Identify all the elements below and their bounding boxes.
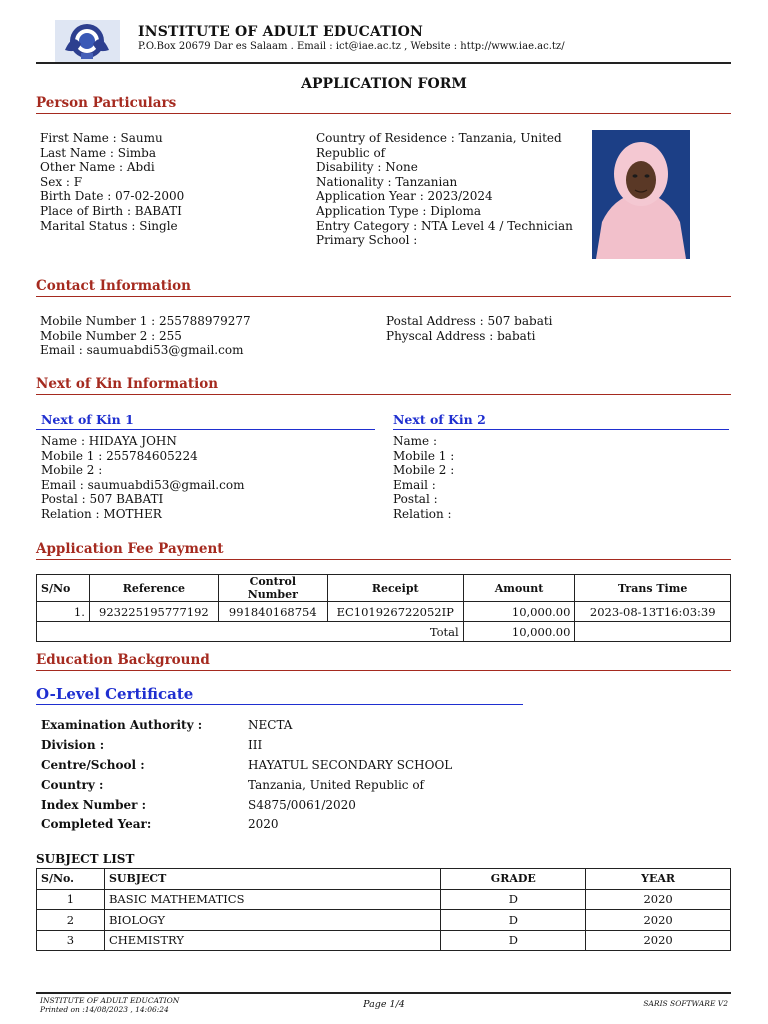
country-value: Tanzania, United Republic of [248, 778, 424, 792]
index-number-label: Index Number : [41, 798, 147, 812]
subject-sno: 2 [37, 910, 105, 931]
fee-amount: 10,000.00 [463, 602, 575, 622]
section-title-education: Education Background [36, 652, 210, 668]
column-header: S/No. [37, 869, 105, 890]
institution-address: P.O.Box 20679 Dar es Salaam . Email : ict@iae.ac.tz , Website : http://www.iae.ac.tz/ [138, 41, 565, 52]
marital-status: Marital Status : Single [40, 218, 178, 233]
institution-logo [55, 20, 120, 62]
division-label: Division : [41, 738, 105, 752]
form-title: APPLICATION FORM [301, 76, 467, 92]
fee-total-empty [575, 622, 731, 642]
footer-printed-on: Printed on :14/08/2023 , 14:06:24 [40, 1005, 169, 1014]
fee-total-label: Total [37, 622, 464, 642]
centre-school-value: HAYATUL SECONDARY SCHOOL [248, 758, 453, 772]
division-value: III [248, 738, 263, 752]
next-of-kin-1-details [41, 434, 244, 522]
kin2-postal: Postal : [393, 492, 438, 507]
kin1-email: Email : saumuabdi53@gmail.com [41, 477, 245, 492]
next-of-kin-2-divider [393, 429, 729, 430]
section-divider [36, 559, 731, 560]
exam-authority-value: NECTA [248, 718, 293, 732]
kin1-postal: Postal : 507 BABATI [41, 492, 164, 507]
fee-trans-time: 2023-08-13T16:03:39 [575, 602, 731, 622]
table-row [37, 602, 731, 622]
subject-year: 2020 [586, 889, 731, 910]
next-of-kin-2-details [393, 434, 454, 522]
kin1-name: Name : HIDAYA JOHN [41, 434, 177, 448]
subject-name: BASIC MATHEMATICS [104, 889, 440, 910]
section-divider [36, 113, 731, 114]
particulars-right-column [316, 131, 584, 248]
subject-year: 2020 [586, 930, 731, 951]
olevel-divider [36, 704, 523, 705]
place-of-birth: Place of Birth : BABATI [40, 203, 182, 218]
column-header: Control Number [218, 575, 327, 602]
particulars-left-column [40, 131, 184, 233]
footer-software: SARIS SOFTWARE V2 [643, 999, 728, 1008]
email: Email : saumuabdi53@gmail.com [40, 343, 244, 358]
table-row [37, 889, 731, 910]
olevel-certificate-title: O-Level Certificate [36, 685, 194, 703]
footer-institution: INSTITUTE OF ADULT EDUCATION [40, 996, 180, 1005]
next-of-kin-2-title: Next of Kin 2 [393, 412, 486, 427]
next-of-kin-1-divider [36, 429, 375, 430]
section-title-contact: Contact Information [36, 278, 191, 294]
kin1-mobile-1: Mobile 1 : 255784605224 [41, 448, 198, 463]
column-header: Receipt [327, 575, 463, 602]
subject-grade: D [441, 910, 586, 931]
subject-grade: D [441, 889, 586, 910]
mobile-number-1: Mobile Number 1 : 255788979277 [40, 314, 251, 328]
contact-right-column [386, 314, 553, 343]
subject-grade: D [441, 930, 586, 951]
column-header: Amount [463, 575, 575, 602]
fee-payment-table [36, 574, 731, 642]
section-divider [36, 296, 731, 297]
exam-authority-label: Examination Authority : [41, 718, 203, 732]
column-header: Trans Time [575, 575, 731, 602]
next-of-kin-1-title: Next of Kin 1 [41, 412, 134, 427]
kin2-relation: Relation : [393, 506, 452, 521]
column-header: S/No [37, 575, 90, 602]
centre-school-label: Centre/School : [41, 758, 145, 772]
kin2-email: Email : [393, 477, 436, 492]
subject-sno: 3 [37, 930, 105, 951]
footer-divider [36, 992, 731, 994]
other-name: Other Name : Abdi [40, 160, 155, 175]
table-header-row [37, 575, 731, 602]
subject-name: BIOLOGY [104, 910, 440, 931]
entry-category: Entry Category : NTA Level 4 / Technician [316, 218, 573, 233]
kin2-name: Name : [393, 434, 437, 448]
completed-year-label: Completed Year: [41, 817, 152, 831]
column-header: GRADE [441, 869, 586, 890]
table-row [37, 930, 731, 951]
postal-address: Postal Address : 507 babati [386, 314, 553, 328]
nationality: Nationality : Tanzanian [316, 174, 458, 189]
fee-sno: 1. [37, 602, 90, 622]
section-title-fee-payment: Application Fee Payment [36, 541, 224, 557]
country-label: Country : [41, 778, 104, 792]
applicant-photo [592, 130, 690, 259]
birth-date: Birth Date : 07-02-2000 [40, 189, 185, 204]
fee-control-number: 991840168754 [218, 602, 327, 622]
section-title-next-of-kin: Next of Kin Information [36, 376, 219, 392]
kin1-relation: Relation : MOTHER [41, 506, 162, 521]
subject-year: 2020 [586, 910, 731, 931]
last-name: Last Name : Simba [40, 145, 156, 160]
sex: Sex : F [40, 174, 83, 189]
column-header: SUBJECT [104, 869, 440, 890]
table-header-row [37, 869, 731, 890]
section-divider [36, 394, 731, 395]
fee-receipt: EC101926722052IP [327, 602, 463, 622]
section-title-particulars: Person Particulars [36, 95, 177, 111]
header-divider [36, 62, 731, 64]
table-row [37, 910, 731, 931]
completed-year-value: 2020 [248, 817, 279, 831]
disability: Disability : None [316, 160, 418, 175]
contact-left-column [40, 314, 251, 358]
page-number: Page 1/4 [363, 999, 405, 1010]
primary-school: Primary School : [316, 233, 418, 248]
application-year: Application Year : 2023/2024 [316, 189, 493, 204]
kin2-mobile-2: Mobile 2 : [393, 463, 455, 478]
subject-name: CHEMISTRY [104, 930, 440, 951]
table-total-row [37, 622, 731, 642]
column-header: YEAR [586, 869, 731, 890]
subject-list-title: SUBJECT LIST [36, 852, 135, 866]
fee-reference: 923225195777192 [89, 602, 218, 622]
institution-name: INSTITUTE OF ADULT EDUCATION [138, 24, 424, 40]
column-header: Reference [89, 575, 218, 602]
subject-table [36, 868, 731, 951]
country-of-residence: Country of Residence : Tanzania, United Republic of [316, 131, 562, 160]
subject-sno: 1 [37, 889, 105, 910]
kin1-mobile-2: Mobile 2 : [41, 463, 103, 478]
index-number-value: S4875/0061/2020 [248, 798, 356, 812]
section-divider [36, 670, 731, 671]
kin2-mobile-1: Mobile 1 : [393, 448, 455, 463]
fee-total-amount: 10,000.00 [463, 622, 575, 642]
physical-address: Physcal Address : babati [386, 328, 536, 343]
first-name: First Name : Saumu [40, 131, 163, 145]
mobile-number-2: Mobile Number 2 : 255 [40, 328, 182, 343]
application-type: Application Type : Diploma [316, 203, 481, 218]
